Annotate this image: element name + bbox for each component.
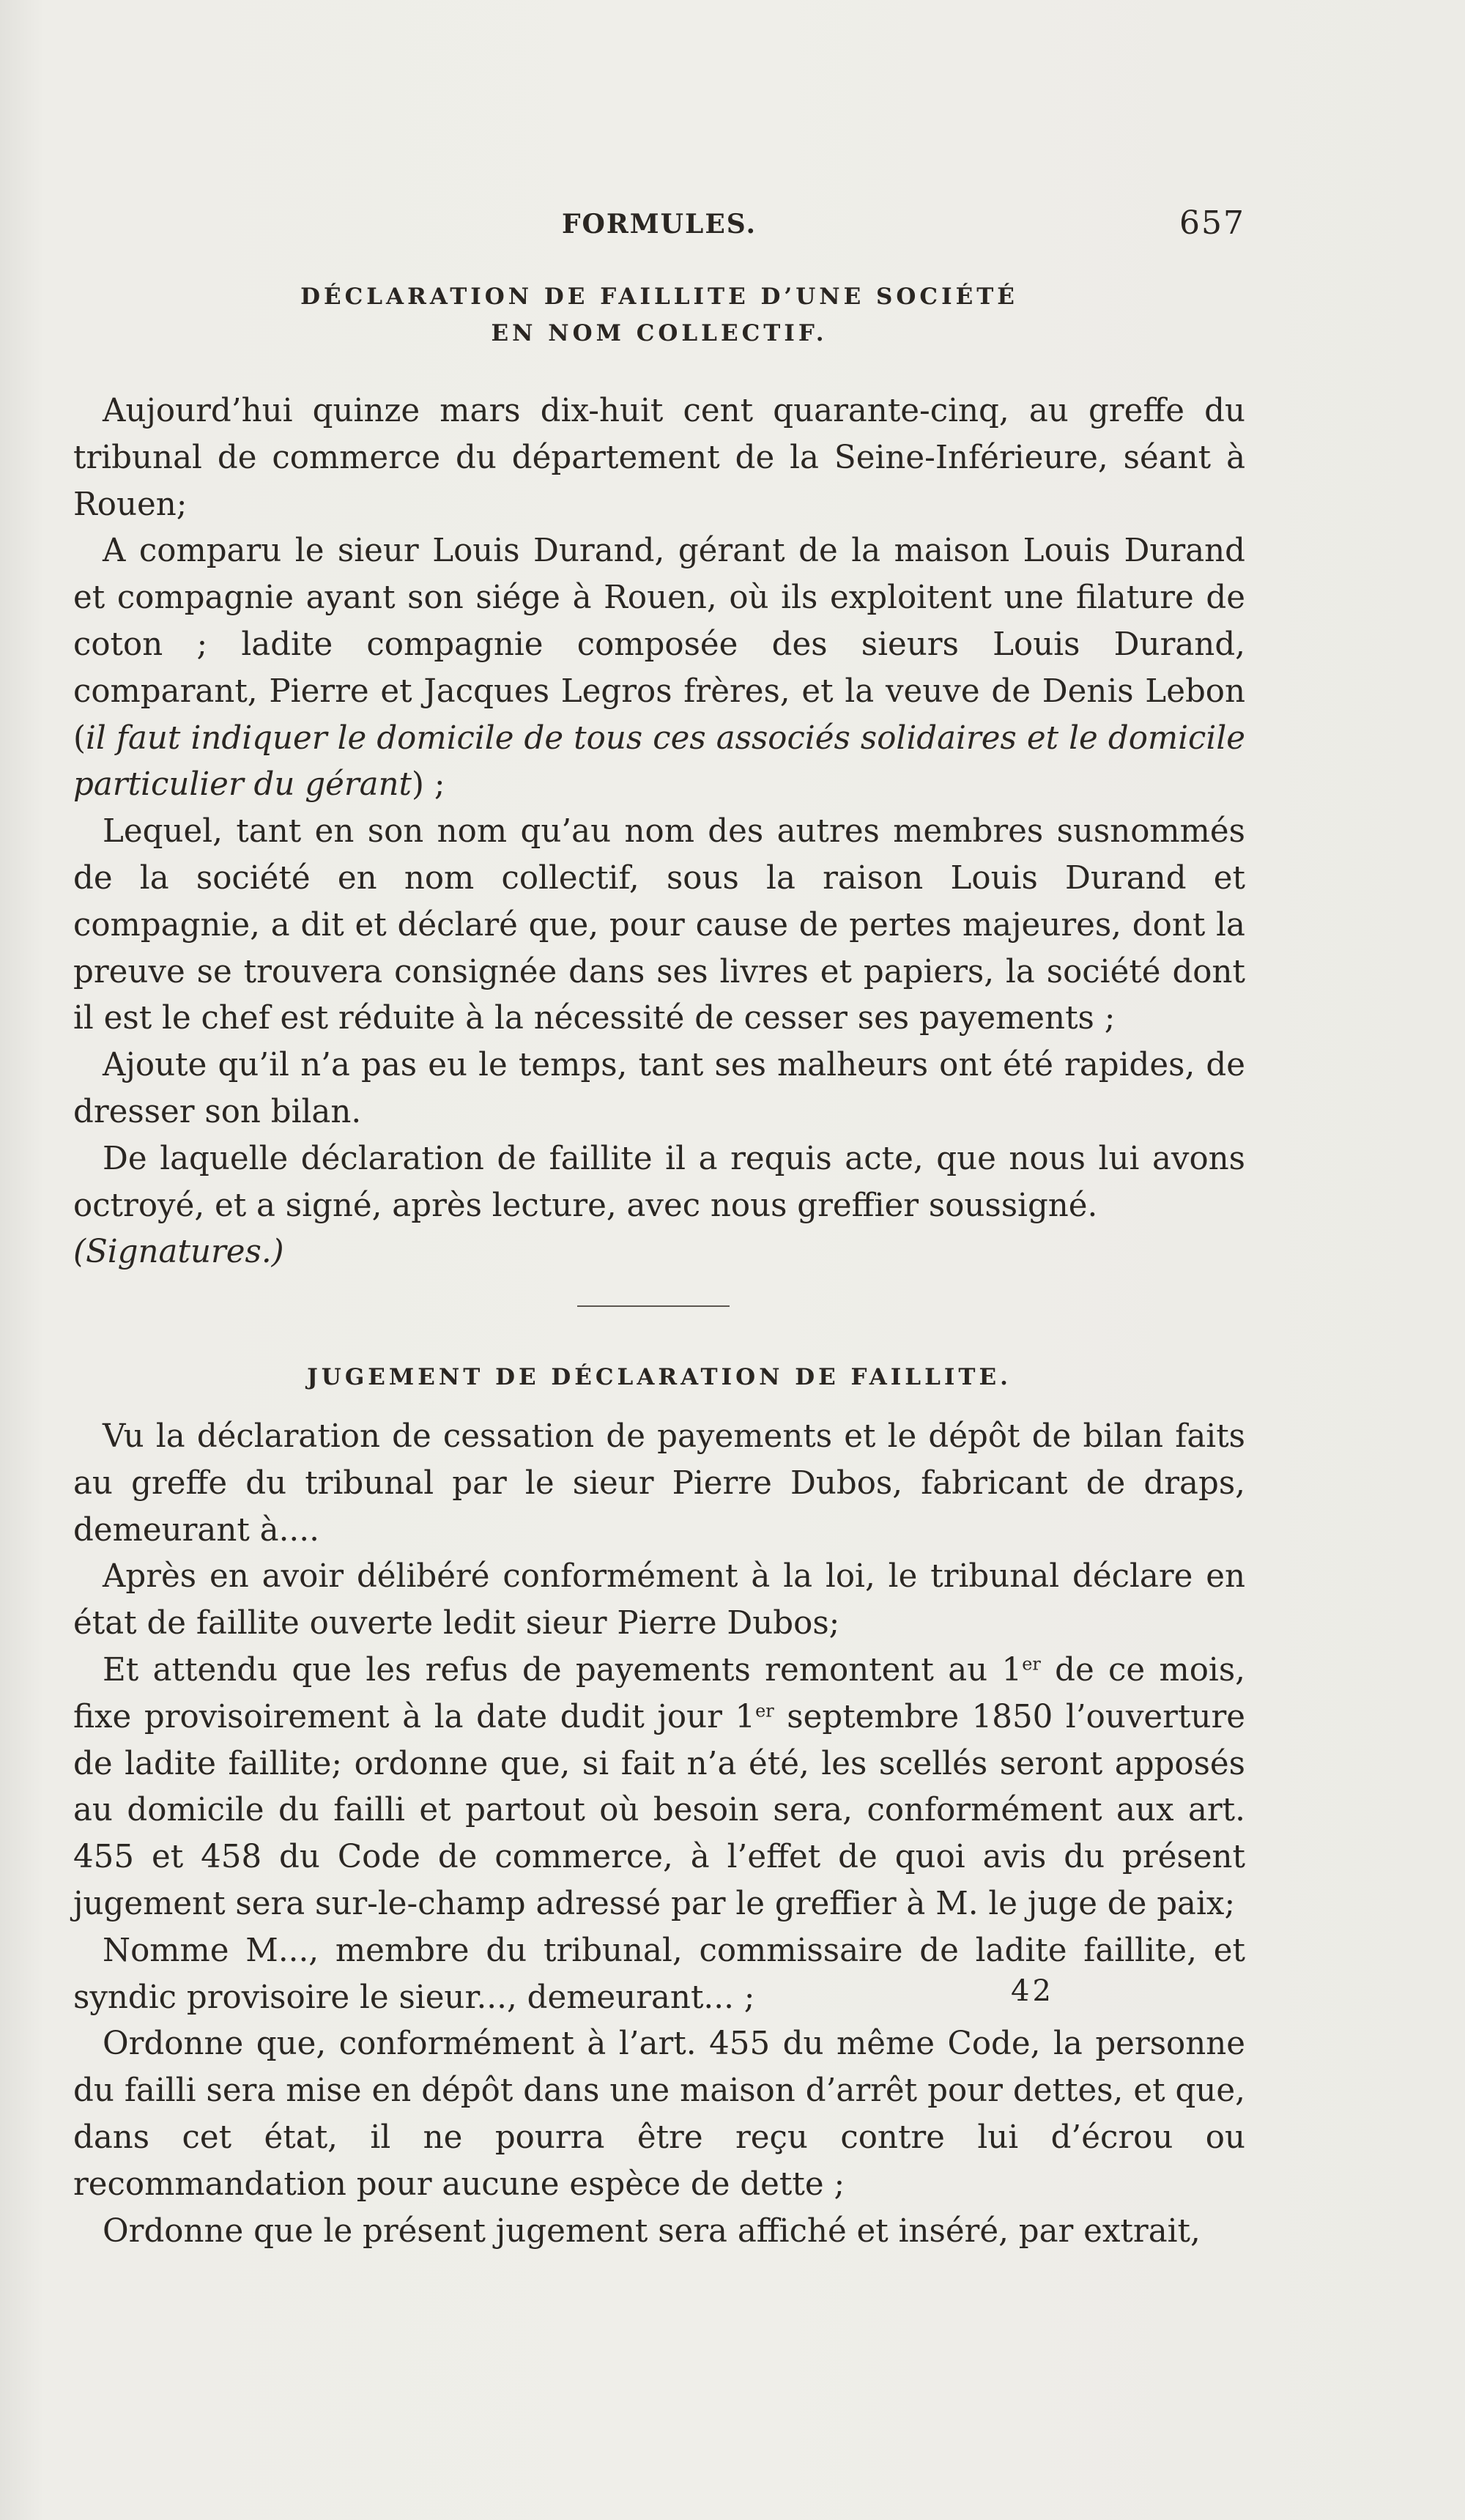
paragraph: Ajoute qu’il n’a pas eu le temps, tant ses malheurs ont été rapides, de dresser son bilan. xyxy=(73,1047,1245,1130)
paragraph: Ordonne que, conformément à l’art. 455 du même Code, la personne du failli sera mise en dépôt dans une maison d’arrêt pour dettes, et que, dans cet état, il ne pourra être reçu contre lui d’écrou ou recommandation pour aucune espèce de dette ; xyxy=(73,2026,1245,2203)
paragraph: Lequel, tant en son nom qu’au nom des autres membres susnommés de la société en nom collectif, sous la raison Louis Durand et compagnie, a dit et déclaré que, pour cause de pertes majeures, dont la preuve se trouvera consignée dans ses livres et papiers, la société dont il est le chef est réduite à la nécessité de cesser ses payements ; xyxy=(73,813,1245,1037)
paragraph xyxy=(73,1648,1245,1928)
section-divider xyxy=(577,1305,730,1307)
section-title-line: DÉCLARATION DE FAILLITE D’UNE SOCIÉTÉ xyxy=(300,284,1018,310)
paragraph: Après en avoir délibéré conformément à la loi, le tribunal déclare en état de faillite ouverte ledit sieur Pierre Dubos; xyxy=(73,1558,1245,1642)
paragraph: Ordonne que le présent jugement sera affiché et inséré, par extrait, xyxy=(103,2212,1201,2250)
signature-line: (Signatures.) xyxy=(73,1234,284,1271)
paragraph-text: septembre 1850 l’ouverture de ladite faillite; ordonne que, si fait n’a été, les scellés seront apposés au domicile du failli et partout où besoin sera, conformément aux art. 455 et 458 du Code de commerce, à l’effet de quoi avis du présent jugement sera sur-le-champ adressé par le greffier à M. le juge de paix; xyxy=(73,1698,1246,1922)
paragraph: Vu la déclaration de cessation de payements et le dépôt de bilan faits au greffe du tribunal par le sieur Pierre Dubos, fabricant de draps, demeurant à.... xyxy=(73,1418,1245,1549)
paragraph-text: A comparu le sieur Louis Durand, gérant de la maison Louis Durand et compagnie ayant son siége à Rouen, où ils exploitent une filature de coton ; ladite compagnie composée des sieurs Louis Durand, comparant, Pierre et Jacques Legros frères, et la veuve de Denis Lebon ( xyxy=(73,533,1245,757)
signature-mark: 42 xyxy=(1011,1974,1054,2008)
running-title: FORMULES. xyxy=(561,209,757,240)
page-number: 657 xyxy=(1179,204,1245,242)
paragraph: De laquelle déclaration de faillite il a requis acte, que nous lui avons octroyé, et a signé, après lecture, avec nous greffier soussigné. xyxy=(73,1140,1245,1224)
declaration-text xyxy=(73,388,1245,1276)
jugement-text xyxy=(73,1414,1245,2255)
paragraph: Aujourd’hui quinze mars dix-huit cent quarante-cinq, au greffe du tribunal de commerce du département de la Seine-Inférieure, séant à Rouen; xyxy=(73,393,1245,523)
superscript: er xyxy=(1022,1653,1041,1675)
paragraph xyxy=(73,528,1245,809)
section-title-declaration xyxy=(73,278,1245,352)
paragraph-italic: il faut indiquer le domicile de tous ces associés solidaires et le domicile particulier du gérant xyxy=(73,719,1245,804)
paragraph-text: Et attendu que les refus de payements remontent au 1 xyxy=(103,1651,1023,1689)
section-title-line: EN NOM COLLECTIF. xyxy=(491,320,828,346)
section-title-jugement: JUGEMENT DE DÉCLARATION DE FAILLITE. xyxy=(307,1364,1012,1390)
paragraph-text: ) ; xyxy=(412,766,445,804)
running-head xyxy=(73,204,1245,253)
paragraph: Nomme M..., membre du tribunal, commissaire de ladite faillite, et syndic provisoire le sieur..., demeurant... ; xyxy=(73,1932,1245,2016)
superscript: er xyxy=(755,1700,774,1722)
paragraph-text: de ce mois, fixe provisoirement à la date dudit jour 1 xyxy=(73,1651,1245,1735)
